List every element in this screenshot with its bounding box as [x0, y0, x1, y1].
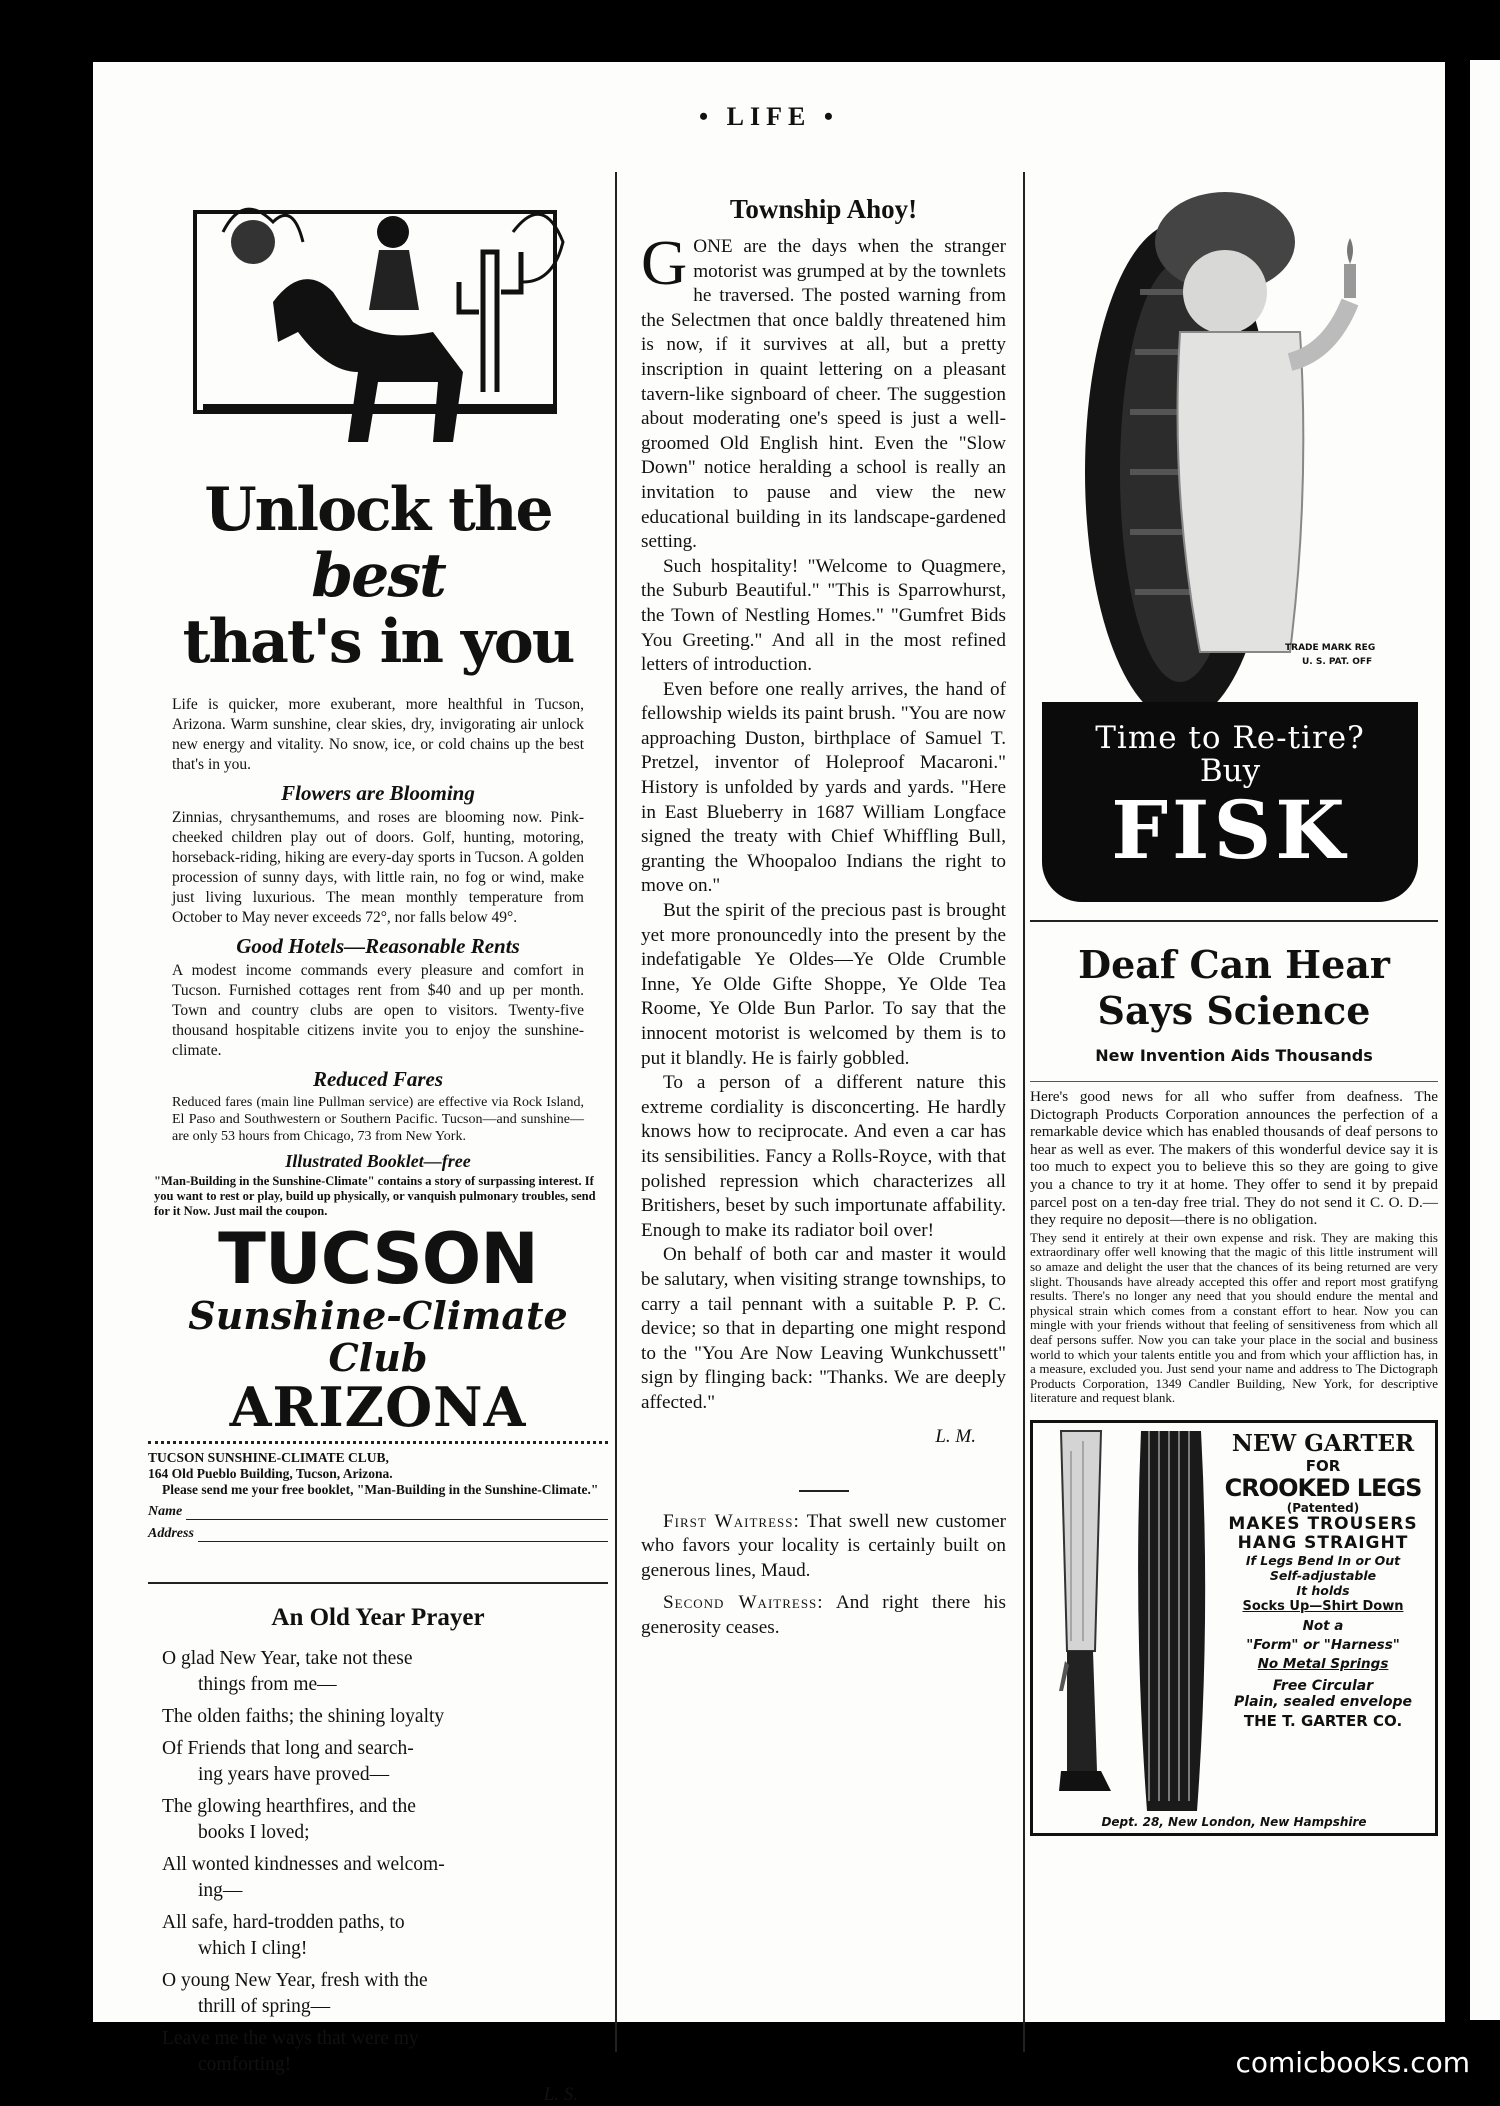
poem-stanza — [162, 1646, 608, 1698]
deaf-subheadline: New Invention Aids Thousands — [1095, 1046, 1373, 1065]
sunshine-climate-club: Sunshine-Climate Club — [188, 1293, 568, 1380]
poem-line: The olden faiths; the shining loyalty — [162, 1706, 445, 1727]
drop-cap: G — [641, 227, 688, 298]
poem-title: An Old Year Prayer — [271, 1604, 485, 1631]
garter-line-5: MAKES TROUSERS — [1228, 1513, 1418, 1534]
tucson-subhead-flowers: Flowers are Blooming — [281, 781, 475, 805]
tucson-fares-text: Reduced fares (main line Pullman service) are effective via Rock Island, El Paso and Southwestern or Southern Pacific. Tucson—and sunshine—are only 53 hours from Chicago, 73 from New York. — [172, 1095, 584, 1144]
tucson-subhead-booklet: Illustrated Booklet—free — [285, 1151, 471, 1171]
joke-text-2: And right there his generosity ceases. — [641, 1592, 1006, 1638]
fisk-divider — [1030, 920, 1438, 922]
right-column — [1030, 172, 1438, 1836]
garter-line-14: Free Circular — [1272, 1677, 1374, 1694]
poem-line: Of Friends that long and search- — [162, 1738, 414, 1759]
garter-line-3: CROOKED LEGS — [1224, 1473, 1422, 1502]
joke-line-1 — [641, 1510, 1006, 1584]
fisk-slogan-line-2: Buy — [1199, 753, 1261, 789]
article-paragraph-4: But the spirit of the precious past is brought yet more pronouncedly into the present by the indefatigable Ye Oldes—Ye Olde Crumble Inne, Ye Olde Gifte Shoppe, Ye Olde Tea Roome, Ye Olde Bun Parlor. To say that the innocent motorist is welcomed by them is to put it blandly. He is fairly gobbled. — [641, 900, 1006, 1069]
poem-stanza — [162, 1910, 608, 1962]
coupon-address: 164 Old Pueblo Building, Tucson, Arizona. — [148, 1466, 393, 1481]
poem-stanza — [162, 1704, 608, 1730]
poem-stanza — [162, 2026, 608, 2078]
poem-line: thrill of spring— — [198, 1996, 331, 2017]
trouser-legs-illustration — [1041, 1431, 1221, 1811]
poem — [148, 1604, 608, 2106]
joke-text-1: That swell new customer who favors your locality is certainly built on generous lines, Maud. — [641, 1510, 1006, 1581]
garter-line-13: No Metal Springs — [1257, 1655, 1389, 1672]
poem-stanza — [162, 1736, 608, 1788]
fisk-ad — [1030, 172, 1438, 902]
deaf-body-2: They send it entirely at their own expense and risk. They are making this extraordinary offer well knowing that the magic of this little instrument will so amaze and delight the user that the chances of its being returned are very slight. Thousands have already accepted this offer and report most gratifyng results. There's no longer any need that you should endure the mental and physical strain which comes from a constant effort to hear. Now you can mingle with your friends without that feeling of sensitiveness from which all deaf persons suffer. Now you can take your place in the social and business world to which your talents entitle you and from which your affliction has, in a measure, excluded you. Just send your name and address to The Dictograph Products Corporation, 1349 Candler Building, New York, for descriptive literature and request blank. — [1030, 1229, 1438, 1406]
garter-line-11: Not a — [1302, 1617, 1344, 1634]
tucson-flowers-text: Zinnias, chrysanthemums, and roses are blooming now. Pink-cheeked children play out of doors. Golf, hunting, motoring, horseback-riding, hiking are every-day sports in Tucson. A golden procession of sunny days, with little rain, no fog or wind, make just living luxurious. The mean monthly temperature from October to May never exceeds 72°, nor falls below 49°. — [172, 809, 584, 926]
article-paragraph-1 — [641, 227, 1006, 555]
poem-line: ing years have proved— — [198, 1764, 390, 1785]
article-paragraph-3: Even before one really arrives, the hand of fellowship wields its paint brush. "You are now approaching Duston, birthplace of Samuel T. Pretzel, inventor of Holeproof Macaroni." History is unfolded by yards and yards. "Here in East Blueberry in 1687 William Longface signed the treaty with Chief Whiffling Bull, granting the Whoopaloo Indians the right to move on." — [641, 678, 1006, 897]
garter-line-7: If Legs Bend In or Out — [1245, 1552, 1401, 1568]
joke-line-2 — [641, 1591, 1006, 1640]
tucson-intro: Life is quicker, more exuberant, more healthful in Tucson, Arizona. Warm sunshine, clear skies, dry, invigorating air unlock new energy and vitality. No snow, ice, or cold chains up the best that's in you. — [172, 696, 584, 773]
speaker-1: First Waitress: — [663, 1510, 800, 1532]
tucson-hotels-text: A modest income commands every pleasure and comfort in Tucson. Furnished cottages rent from $40 and up per month. Town and country clubs are open to visitors. Twenty-five thousand hospitable citizens invite you to enjoy the sunshine-climate. — [172, 962, 584, 1059]
address-field[interactable] — [148, 1526, 608, 1542]
deaf-headline-1: Deaf Can Hear — [1078, 942, 1390, 987]
tucson-booklet-text: "Man-Building in the Sunshine-Climate" contains a story of surpassing interest. If you want to rest or play, build up physically, or vanquish pulmonary troubles, send for it Now. Just mail the coupon. — [154, 1174, 596, 1218]
fisk-boy-tire-illustration — [1050, 172, 1410, 702]
middle-column — [641, 172, 1006, 1640]
joke-divider — [799, 1490, 849, 1492]
poem-line: O young New Year, fresh with the — [162, 1970, 428, 1991]
garter-ad — [1030, 1420, 1438, 1836]
garter-line-8: Self-adjustable — [1269, 1567, 1377, 1583]
arizona-brand: ARIZONA — [229, 1375, 527, 1439]
garter-line-1: NEW GARTER — [1231, 1429, 1415, 1457]
adjacent-page-edge — [1470, 60, 1500, 2020]
article-title: Township Ahoy! — [729, 194, 918, 224]
article-paragraph-6: On behalf of both car and master it would be salutary, when visiting strange townships, to carry a tail pennant with a suitable P. P. C. device; so that in departing one might respond to the "You Are Now Leaving Wunkchussett" sign by flinging back: "Thanks. We are deeply affected." — [641, 1244, 1006, 1413]
watermark: comicbooks.com — [1235, 2046, 1470, 2079]
headline-part-a: Unlock the — [204, 475, 552, 545]
garter-line-2: FOR — [1305, 1456, 1341, 1475]
column-rule-left — [615, 172, 617, 2052]
tucson-subhead-fares: Reduced Fares — [312, 1067, 444, 1091]
poem-line: All safe, hard-trodden paths, to — [162, 1912, 405, 1933]
headline-part-c: that's in you — [182, 607, 574, 677]
article-paragraph-5: To a person of a different nature this extreme cordiality is disconcerting. He hardly knows how to reciprocate. And even a car has its sensibilities. Fancy a Rolls-Royce, with that polished repression which characterizes all Britishers, beset by such importunate affability. Enough to make its radiator boil over! — [641, 1072, 1006, 1241]
garter-text — [1223, 1431, 1423, 1730]
coupon-org: TUCSON SUNSHINE-CLIMATE CLUB, — [148, 1450, 389, 1465]
deaf-body-1: Here's good news for all who suffer from deafness. The Dictograph Products Corporation announces the perfection of a remarkable device which has enabled thousands of deaf persons to hear as well as ever. The makers of this wonderful device say it is too much to expect you to believe this so they are going to give you a chance to try it at home. They offer to send it by prepaid parcel post on a ten-day free trial. They do not send it C. O. D.—they require no deposit—there is no obligation. — [1030, 1088, 1438, 1229]
deaf-ad — [1030, 942, 1438, 1406]
poem-line: Leave me the ways that were my — [162, 2028, 419, 2049]
poem-signature: L. S. — [543, 2084, 578, 2105]
garter-line-9: It holds — [1296, 1582, 1350, 1598]
deaf-headline — [1030, 942, 1438, 1034]
trademark-line-2: U. S. PAT. OFF — [1302, 657, 1373, 667]
poem-line: O glad New Year, take not these — [162, 1648, 413, 1669]
coupon — [148, 1450, 608, 1542]
section-divider — [148, 1582, 608, 1584]
article-p1-text: ONE are the days when the stranger motorist was grumped at by the townlets he traversed. The posted warning from the Selectmen that once baldly threatened him is now, if it survives at all, but a pretty inscription in quaint lettering on a pleasant tavern-like signboard of cheer. The suggestion about moderating one's speed is just a well-groomed Old English hint. Even the "Slow Down" notice heralding a school is really an invitation to pause and view the new educational building in its landscape-gardened setting. — [641, 236, 1006, 553]
poem-line: which I cling! — [198, 1938, 308, 1959]
poem-line: comforting! — [198, 2054, 292, 2075]
tucson-subhead-hotels: Good Hotels—Reasonable Rents — [236, 934, 520, 958]
page-header: • LIFE • — [699, 102, 839, 131]
article-body — [641, 227, 1006, 1448]
poem-line: books I loved; — [198, 1822, 310, 1843]
name-label: Name — [148, 1504, 183, 1519]
poem-line: things from me— — [198, 1674, 337, 1695]
garter-line-12: "Form" or "Harness" — [1246, 1636, 1400, 1653]
tucson-brand: TUCSON — [218, 1218, 538, 1300]
name-field[interactable] — [148, 1504, 608, 1520]
poem-line: The glowing hearthfires, and the — [162, 1796, 416, 1817]
speaker-2: Second Waitress: — [663, 1592, 824, 1614]
garter-line-16: THE T. GARTER CO. — [1243, 1711, 1403, 1730]
poem-stanza — [162, 1968, 608, 2020]
tucson-ad — [148, 172, 608, 1542]
garter-line-10: Socks Up—Shirt Down — [1242, 1598, 1404, 1614]
headline-part-b: best — [311, 541, 445, 611]
fisk-slogan-line-1: Time to Re-tire? — [1095, 720, 1365, 756]
garter-address: Dept. 28, New London, New Hampshire — [1101, 1814, 1367, 1829]
tucson-headline — [148, 477, 608, 675]
garter-line-4: (Patented) — [1286, 1500, 1360, 1515]
fisk-brand: FISK — [1111, 783, 1349, 877]
article-paragraph-2: Such hospitality! "Welcome to Quagmere, the Suburb Beautiful." "This is Sparrowhurst, the Town of Nestling Homes." "Gumfret Bids You Greeting." And all in the most refined letters of introduction. — [641, 555, 1006, 676]
address-label: Address — [148, 1526, 194, 1541]
deaf-headline-2: Says Science — [1097, 988, 1371, 1033]
left-column — [148, 172, 608, 2106]
poem-line: ing— — [198, 1880, 243, 1901]
poem-body — [148, 1646, 608, 2078]
coupon-cut-line — [148, 1441, 608, 1444]
fisk-slogan-box — [1042, 702, 1418, 902]
waitress-joke — [641, 1510, 1006, 1641]
poem-stanza — [162, 1794, 608, 1846]
column-rule-right — [1023, 172, 1025, 2052]
article-signature: L. M. — [935, 1425, 976, 1447]
coupon-request: Please send me your free booklet, "Man-Building in the Sunshine-Climate." — [162, 1482, 599, 1497]
horseback-rider-illustration — [183, 172, 573, 417]
garter-line-6: HANG STRAIGHT — [1237, 1532, 1409, 1553]
poem-stanza — [162, 1852, 608, 1904]
poem-line: All wonted kindnesses and welcom- — [162, 1854, 445, 1875]
trademark-line-1: TRADE MARK REG — [1285, 643, 1376, 653]
deaf-rule — [1030, 1081, 1438, 1082]
garter-line-15: Plain, sealed envelope — [1234, 1693, 1412, 1710]
